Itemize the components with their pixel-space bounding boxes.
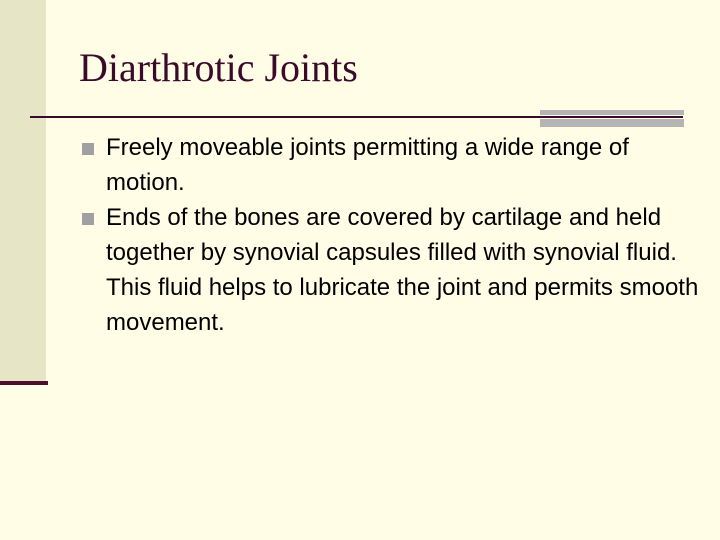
- title-underline-accent-top: [540, 110, 684, 115]
- bullet-text: Ends of the bones are covered by cartilage and held together by synovial capsules filled with synovial fluid. This fluid helps to lubricate the joint and permits smooth movement.: [106, 204, 699, 336]
- slide-title: Diarthrotic Joints: [79, 45, 358, 90]
- bullet-text: Freely moveable joints permitting a wide range of motion.: [106, 134, 629, 196]
- square-bullet-icon: [82, 143, 94, 155]
- title-underline-accent-bottom: [540, 119, 684, 127]
- bullet-list: [80, 130, 700, 340]
- left-bar-accent-rule: [0, 381, 48, 385]
- bullet-item: [80, 200, 700, 340]
- title-underline: [30, 116, 683, 118]
- square-bullet-icon: [82, 213, 94, 225]
- bullet-item: [80, 130, 700, 200]
- left-decorative-bar: [0, 0, 46, 382]
